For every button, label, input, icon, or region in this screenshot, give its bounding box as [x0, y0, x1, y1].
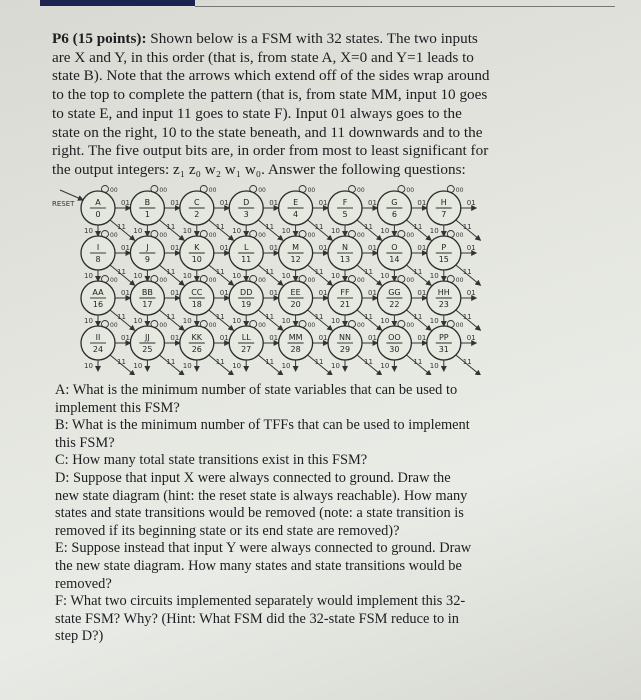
- edge-label: 11: [265, 268, 275, 276]
- state-name: NN: [339, 333, 351, 342]
- edge-label: 01: [219, 289, 229, 297]
- edge-label: 00: [307, 322, 316, 329]
- edge-label: 00: [208, 322, 217, 329]
- state-output: 10: [191, 255, 202, 264]
- edge-label: 01: [170, 334, 180, 342]
- edge-label: 11: [364, 223, 373, 231]
- edge-label: 00: [357, 187, 365, 194]
- edge-label: 10: [84, 227, 93, 235]
- question-c: [55, 452, 635, 470]
- problem-line: [52, 30, 637, 49]
- edge-label: 11: [413, 358, 423, 366]
- edge-label: 00: [406, 322, 415, 329]
- questions: [55, 382, 635, 646]
- state-output: 8: [95, 255, 101, 264]
- edge-label: 10: [182, 272, 192, 280]
- edge-label: 00: [357, 322, 365, 329]
- edge-label: 11: [364, 268, 373, 276]
- state-output: 16: [92, 300, 104, 309]
- edge-label: 10: [281, 317, 291, 325]
- state-name: CC: [191, 288, 203, 297]
- edge-label: 10: [232, 227, 242, 235]
- state-name: AA: [92, 288, 104, 297]
- edge-label: 10: [133, 317, 143, 325]
- state-name: FF: [340, 288, 350, 297]
- state-name: K: [194, 243, 200, 252]
- question-line: removed?: [55, 575, 112, 592]
- edge-label: 10: [182, 317, 192, 325]
- edge-label: 11: [166, 223, 176, 231]
- state-name: D: [243, 198, 250, 207]
- state-name: J: [146, 243, 149, 252]
- edge-label: 01: [269, 289, 279, 297]
- edge-label: 00: [307, 232, 316, 239]
- edge-label: 00: [406, 187, 415, 194]
- edge-label: 11: [265, 358, 275, 366]
- edge-label: 10: [232, 362, 242, 370]
- edge-label: 00: [159, 322, 168, 329]
- edge-label: 01: [121, 244, 130, 252]
- state-name: O: [391, 243, 398, 252]
- state-output: 23: [438, 300, 449, 309]
- question-line: new state diagram (hint: the reset state is always reachable). How many: [55, 487, 468, 504]
- edge-label: 00: [159, 232, 168, 239]
- edge-label: 10: [281, 272, 291, 280]
- state-output: 17: [142, 300, 153, 309]
- question-line: E: Suppose instead that input Y were always connected to ground. Draw: [55, 540, 472, 557]
- edge-label: 10: [281, 362, 291, 370]
- edge-label: 11: [117, 358, 126, 366]
- edge-label: 10: [84, 272, 93, 280]
- divider: [195, 6, 615, 7]
- reset-label: RESET: [52, 200, 75, 208]
- edge-label: 10: [331, 227, 340, 235]
- state-name: I: [96, 243, 100, 252]
- problem-line: to state E, and input 11 goes to state F). Input 01 always goes to the: [52, 104, 462, 122]
- state-name: EE: [290, 288, 301, 297]
- edge-label: 11: [314, 313, 324, 321]
- edge-label: 00: [258, 232, 266, 239]
- state-output: 18: [191, 300, 202, 309]
- question-line: the new state diagram. How many states and state transitions would be: [55, 557, 462, 574]
- edge-label: 10: [380, 227, 390, 235]
- edge-label: 01: [219, 334, 229, 342]
- problem-line: to the top to complete the pattern (that is, from state MM, input 10 goes: [52, 86, 488, 104]
- question-line: implement this FSM?: [55, 399, 180, 416]
- edge-label: 10: [182, 362, 192, 370]
- edge-label: 11: [364, 313, 373, 321]
- edge-label: 11: [462, 358, 472, 366]
- question-line: B: What is the minimum number of TFFs that can be used to implement: [55, 417, 470, 434]
- edge-label: 11: [364, 358, 373, 366]
- state-output: 9: [144, 255, 150, 264]
- edge-label: 01: [368, 199, 377, 207]
- state-output: 13: [339, 255, 351, 264]
- state-output: 4: [293, 210, 299, 219]
- fsm-state-diagram: [0, 160, 641, 375]
- question-d: [55, 470, 635, 540]
- state-output: 14: [389, 255, 400, 264]
- edge-label: 11: [265, 223, 275, 231]
- state-name: G: [391, 198, 398, 207]
- edge-label: 11: [462, 268, 472, 276]
- state-name: LL: [241, 333, 251, 342]
- state-name: B: [144, 198, 151, 207]
- state-output: 15: [438, 255, 449, 264]
- edge-label: 01: [466, 244, 476, 252]
- problem-text: Shown below is a FSM with 32 states. The two inputs: [146, 30, 478, 47]
- state-name: M: [292, 243, 300, 252]
- state-output: 6: [391, 210, 397, 219]
- edge-label: 01: [318, 199, 328, 207]
- edge-label: 00: [110, 277, 118, 284]
- edge-label: 00: [258, 322, 266, 329]
- state-name: F: [342, 198, 348, 207]
- state-output: 26: [191, 345, 202, 354]
- edge-label: 00: [307, 187, 316, 194]
- edge-label: 11: [265, 313, 275, 321]
- state-output: 21: [339, 300, 351, 309]
- edge-label: 11: [215, 223, 225, 231]
- state-name: PP: [438, 333, 449, 342]
- problem-statement: [52, 30, 637, 180]
- edge-label: 00: [258, 187, 266, 194]
- edge-label: 00: [455, 277, 464, 284]
- edge-label: 10: [133, 362, 143, 370]
- edge-label: 10: [232, 317, 242, 325]
- question-line: C: How many total state transitions exist in this FSM?: [55, 452, 368, 469]
- edge-label: 10: [380, 272, 390, 280]
- edge-label: 01: [170, 244, 180, 252]
- edge-label: 01: [269, 244, 279, 252]
- edge-label: 10: [429, 317, 439, 325]
- state-output: 12: [290, 255, 301, 264]
- problem-heading: P6 (15 points):: [52, 30, 147, 47]
- edge-label: 11: [117, 313, 126, 321]
- question-line: state FSM? Why? (Hint: What FSM did the 32-state FSM reduce to in: [55, 610, 459, 627]
- edge-label: 11: [117, 223, 126, 231]
- state-name: H: [440, 198, 447, 207]
- edge-label: 11: [117, 268, 126, 276]
- edge-label: 00: [110, 232, 118, 239]
- state-name: OO: [388, 333, 401, 342]
- edge-label: 00: [159, 277, 168, 284]
- state-output: 11: [241, 255, 252, 264]
- edge-label: 10: [429, 227, 439, 235]
- edge-label: 11: [215, 358, 225, 366]
- edge-label: 10: [429, 272, 439, 280]
- question-line: states and state transitions would be removed (note: a state transition is: [55, 505, 464, 522]
- edge-label: 00: [357, 277, 365, 284]
- question-line: D: Suppose that input X were always connected to ground. Draw the: [55, 469, 451, 486]
- edge-label: 11: [314, 358, 324, 366]
- edge-label: 01: [318, 289, 328, 297]
- edge-label: 10: [429, 362, 439, 370]
- state-name: E: [293, 198, 299, 207]
- edge-label: 00: [159, 187, 168, 194]
- edge-label: 01: [417, 199, 427, 207]
- question-line: removed if its beginning state or its end state are removed)?: [55, 522, 400, 539]
- question-e: [55, 540, 635, 593]
- state-name: N: [342, 243, 348, 252]
- edge-label: 01: [417, 334, 427, 342]
- edge-label: 11: [413, 223, 423, 231]
- reset-arrow: [60, 190, 83, 200]
- edge-label: 01: [318, 244, 328, 252]
- state-output: 2: [194, 210, 200, 219]
- question-f: [55, 593, 635, 646]
- edge-label: 10: [232, 272, 242, 280]
- edge-label: 00: [307, 277, 316, 284]
- edge-label: 01: [417, 244, 427, 252]
- top-bar: [40, 0, 195, 6]
- edge-label: 01: [368, 334, 377, 342]
- edge-label: 01: [121, 199, 130, 207]
- state-output: 31: [438, 345, 449, 354]
- edge-label: 11: [413, 268, 423, 276]
- edge-label: 10: [281, 227, 291, 235]
- edge-label: 11: [166, 313, 176, 321]
- edge-label: 11: [215, 313, 225, 321]
- state-output: 0: [95, 210, 101, 219]
- state-output: 1: [144, 210, 150, 219]
- edge-label: 11: [215, 268, 225, 276]
- state-name: JJ: [145, 333, 150, 342]
- edge-label: 10: [133, 227, 143, 235]
- edge-label: 11: [462, 223, 472, 231]
- state-output: 5: [342, 210, 348, 219]
- question-b: [55, 417, 635, 452]
- edge-label: 01: [170, 199, 180, 207]
- edge-label: 01: [121, 334, 130, 342]
- edge-label: 01: [368, 289, 377, 297]
- state-name: MM: [288, 333, 303, 342]
- state-name: HH: [437, 288, 450, 297]
- problem-line: the output integers: z₁ z₀ w₂ w₁ w₀. Answer the following questions:: [52, 160, 466, 178]
- edge-label: 11: [314, 268, 324, 276]
- edge-label: 10: [182, 227, 192, 235]
- state-name: P: [441, 243, 447, 252]
- edge-label: 01: [219, 244, 229, 252]
- state-output: 20: [290, 300, 301, 309]
- edge-label: 10: [331, 317, 340, 325]
- question-line: A: What is the minimum number of state variables that can be used to: [55, 382, 458, 398]
- state-name: KK: [191, 333, 203, 342]
- edge-label: 01: [417, 289, 427, 297]
- edge-label: 01: [466, 334, 476, 342]
- edge-label: 01: [466, 289, 476, 297]
- edge-label: 00: [455, 232, 464, 239]
- question-line: F: What two circuits implemented separately would implement this 32-: [55, 593, 466, 610]
- state-output: 22: [389, 300, 400, 309]
- problem-line: are X and Y, in this order (that is, from state A, X=0 and Y=1 leads to: [52, 48, 474, 66]
- state-name: A: [95, 198, 101, 207]
- edge-label: 00: [110, 322, 118, 329]
- edge-label: 10: [84, 317, 93, 325]
- edge-label: 10: [380, 317, 390, 325]
- state-output: 27: [241, 345, 252, 354]
- edge-label: 00: [357, 232, 365, 239]
- edge-label: 00: [455, 322, 464, 329]
- edge-label: 11: [413, 313, 423, 321]
- edge-label: 01: [318, 334, 328, 342]
- state-name: C: [194, 198, 200, 207]
- edge-label: 00: [406, 232, 415, 239]
- state-output: 24: [92, 345, 104, 354]
- state-name: II: [95, 333, 101, 342]
- edge-label: 01: [269, 199, 279, 207]
- state-output: 3: [243, 210, 249, 219]
- state-output: 7: [441, 210, 447, 219]
- edge-label: 00: [455, 187, 464, 194]
- edge-label: 10: [84, 362, 93, 370]
- state-name: BB: [141, 288, 153, 297]
- edge-label: 01: [219, 199, 229, 207]
- edge-label: 01: [368, 244, 377, 252]
- state-output: 30: [389, 345, 400, 354]
- edge-label: 11: [166, 268, 176, 276]
- edge-label: 00: [208, 187, 217, 194]
- question-line: this FSM?: [55, 434, 115, 451]
- edge-label: 00: [208, 277, 217, 284]
- state-output: 28: [290, 345, 301, 354]
- edge-label: 00: [208, 232, 217, 239]
- question-a: [55, 382, 635, 417]
- edge-label: 10: [380, 362, 390, 370]
- state-output: 25: [142, 345, 153, 354]
- state-name: DD: [240, 288, 253, 297]
- edge-label: 10: [331, 272, 340, 280]
- edge-label: 10: [331, 362, 340, 370]
- edge-label: 10: [133, 272, 143, 280]
- problem-line: state on the right, 10 to the state beneath, and 11 downwards and to the: [52, 123, 483, 141]
- problem-line: right. The five output bits are, in order from most to least significant for: [52, 142, 489, 160]
- edge-label: 00: [406, 277, 415, 284]
- state-name: GG: [388, 288, 401, 297]
- edge-label: 01: [466, 199, 476, 207]
- edge-label: 11: [314, 223, 324, 231]
- edge-label: 11: [166, 358, 176, 366]
- state-output: 19: [241, 300, 252, 309]
- edge-label: 00: [110, 187, 118, 194]
- edge-label: 00: [258, 277, 266, 284]
- edge-label: 01: [170, 289, 180, 297]
- edge-label: 11: [462, 313, 472, 321]
- state-output: 29: [339, 345, 351, 354]
- edge-label: 01: [269, 334, 279, 342]
- state-name: L: [243, 243, 249, 252]
- problem-line: state B). Note that the arrows which extend off of the sides wrap around: [52, 67, 490, 85]
- edge-label: 01: [121, 289, 130, 297]
- question-line: step D?): [55, 628, 104, 645]
